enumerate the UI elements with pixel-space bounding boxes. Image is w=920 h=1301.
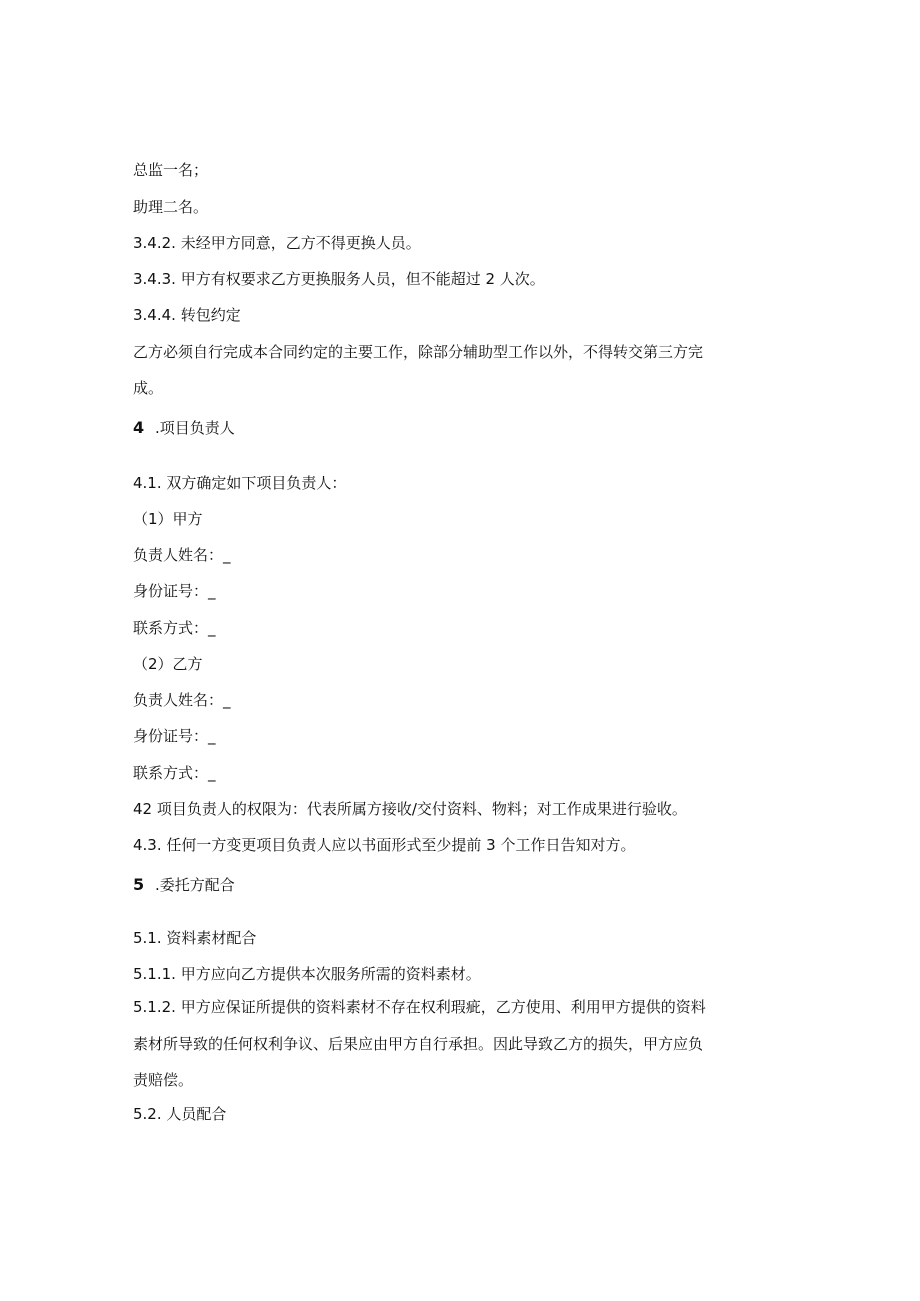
section-title: .委托方配合 — [155, 876, 235, 894]
clause-5-1-1: 5.1.1. 甲方应向乙方提供本次服务所需的资料素材。 — [133, 965, 481, 983]
field-id-number: 身份证号：_ — [133, 582, 216, 600]
text-line: 成。 — [133, 379, 164, 397]
clause-5-1: 5.1. 资料素材配合 — [133, 929, 257, 947]
clause-4-3: 4.3. 任何一方变更项目负责人应以书面形式至少提前 3 个工作日告知对方。 — [133, 836, 636, 854]
field-contact: 联系方式：_ — [133, 764, 216, 782]
clause-3-4-4: 3.4.4. 转包约定 — [133, 306, 241, 324]
text-line: 责赔偿。 — [133, 1071, 194, 1089]
party-b-label: （2）乙方 — [133, 655, 203, 673]
field-name: 负责人姓名：_ — [133, 546, 231, 564]
text-line: 总监一名； — [133, 161, 209, 179]
clause-5-2: 5.2. 人员配合 — [133, 1105, 227, 1123]
section-title: .项目负责人 — [155, 419, 235, 437]
clause-4-2: 42 项目负责人的权限为：代表所属方接收/交付资料、物料；对工作成果进行验收。 — [133, 800, 687, 818]
field-contact: 联系方式：_ — [133, 619, 216, 637]
party-a-label: （1）甲方 — [133, 510, 203, 528]
clause-5-1-2: 5.1.2. 甲方应保证所提供的资料素材不存在权利瑕疵，乙方使用、利用甲方提供的资料 — [133, 998, 706, 1016]
text-line: 助理二名。 — [133, 198, 209, 216]
field-id-number: 身份证号：_ — [133, 727, 216, 745]
section-heading-4 — [133, 418, 235, 438]
clause-3-4-3: 3.4.3. 甲方有权要求乙方更换服务人员，但不能超过 2 人次。 — [133, 270, 545, 288]
text-line: 乙方必须自行完成本合同约定的主要工作，除部分辅助型工作以外，不得转交第三方完 — [133, 343, 704, 361]
section-number: 5 — [133, 875, 145, 894]
field-name: 负责人姓名：_ — [133, 691, 231, 709]
text-line: 素材所导致的任何权利争议、后果应由甲方自行承担。因此导致乙方的损失，甲方应负 — [133, 1035, 704, 1053]
section-heading-5 — [133, 875, 235, 895]
section-number: 4 — [133, 418, 145, 437]
clause-4-1: 4.1. 双方确定如下项目负责人： — [133, 474, 347, 492]
clause-3-4-2: 3.4.2. 未经甲方同意，乙方不得更换人员。 — [133, 234, 421, 252]
